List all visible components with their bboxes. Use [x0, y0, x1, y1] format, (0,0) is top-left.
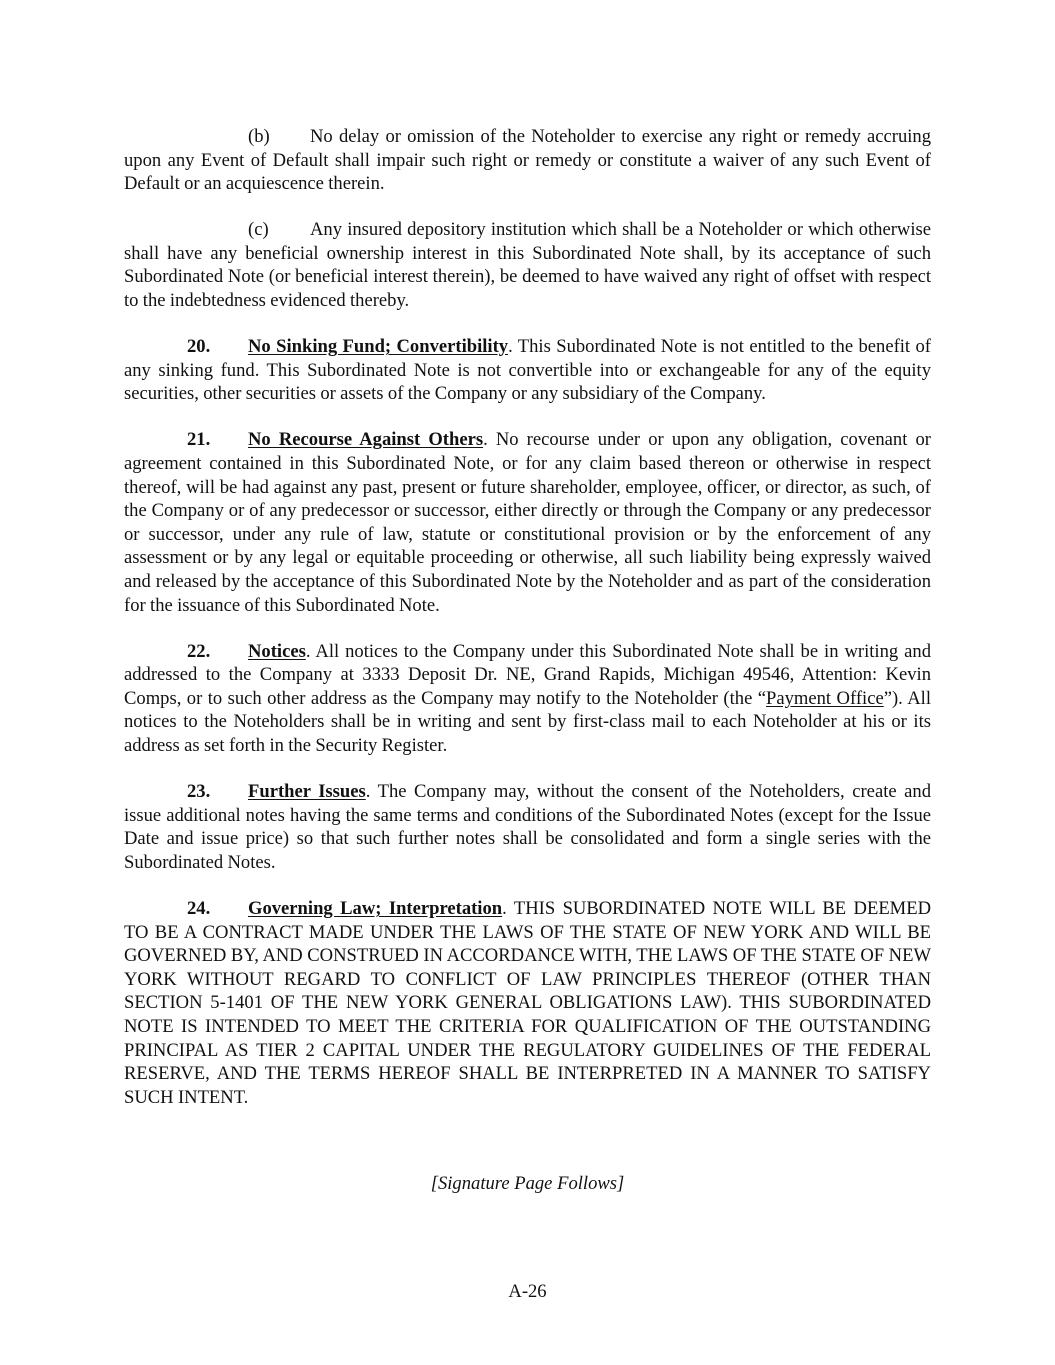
signature-page-note: [Signature Page Follows]: [430, 1173, 625, 1194]
section-text: . All notices to the Company under this Subordinated Note shall be in writing and addressed to the Company at 3333 Deposit Dr. NE, Grand Rapids, Michigan 49546, Attention: Kevin Comps, or to such other address as the Company may notify to the Noteholder (the “: [124, 640, 931, 709]
section-heading: Notices: [248, 640, 306, 662]
section-21: [124, 428, 931, 617]
section-number: 24.: [187, 898, 211, 920]
section-text: . THIS SUBORDINATED NOTE WILL BE DEEMED TO BE A CONTRACT MADE UNDER THE LAWS OF THE STATE OF NEW YORK AND WILL BE GOVERNED BY, AND CONSTRUED IN ACCORDANCE WITH, THE LAWS OF THE STATE OF NEW YORK WITHOUT REGARD TO CONFLICT OF LAW PRINCIPLES THEREOF (OTHER THAN SECTION 5-1401 OF THE NEW YORK GENERAL OBLIGATIONS LAW). THIS SUBORDINATED NOTE IS INTENDED TO MEET THE CRITERIA FOR QUALIFICATION OF THE OUTSTANDING PRINCIPAL AS TIER 2 CAPITAL UNDER THE REGULATORY GUIDELINES OF THE FEDERAL RESERVE, AND THE TERMS HEREOF SHALL BE INTERPRETED IN A MANNER TO SATISFY SUCH INTENT.: [124, 898, 931, 1108]
section-number: 23.: [187, 781, 211, 803]
paragraph-b: [124, 125, 931, 196]
section-22: [124, 640, 931, 758]
section-heading: Governing Law; Interpretation: [248, 898, 503, 920]
defined-term: Payment Office: [766, 687, 884, 709]
section-heading: Further Issues: [248, 781, 366, 803]
paragraph-marker: (c): [248, 219, 269, 241]
section-23: [124, 780, 931, 874]
paragraph-text: No delay or omission of the Noteholder to exercise any right or remedy accruing upon any Event of Default shall impair such right or remedy or constitute a waiver of any such Event of Default or an acquiescence therein.: [124, 126, 931, 195]
section-heading: No Recourse Against Others: [248, 429, 484, 451]
page-number: A-26: [508, 1281, 547, 1302]
paragraph-c: [124, 218, 931, 312]
section-number: 21.: [187, 429, 211, 451]
section-text: ”). All notices to the Noteholders shall be in writing and sent by first-class mail to each Noteholder at his or its address as set forth in the Security Register.: [124, 687, 931, 757]
section-text: . This Subordinated Note is not entitled to the benefit of any sinking fund. This Subordinated Note is not convertible into or exchangeable for any of the equity securities, other securities or assets of the Company or any subsidiary of the Company.: [124, 336, 931, 405]
section-20: [124, 335, 931, 406]
section-24: [124, 897, 931, 1109]
section-number: 20.: [187, 336, 211, 358]
paragraph-text: Any insured depository institution which shall be a Noteholder or which otherwise shall have any beneficial ownership interest in this Subordinated Note shall, by its acceptance of such Subordinated Note (or beneficial interest therein), be deemed to have waived any right of offset with respect to the indebtedness evidenced thereby.: [124, 219, 931, 312]
paragraph-marker: (b): [248, 126, 270, 147]
section-text: . The Company may, without the consent of the Noteholders, create and issue additional notes having the same terms and conditions of the Subordinated Notes (except for the Issue Date and issue price) so that such further notes shall be consolidated and form a single series with the Subordinated Notes.: [124, 781, 932, 873]
section-number: 22.: [187, 640, 211, 662]
section-heading: No Sinking Fund; Convertibility: [248, 336, 509, 358]
section-text: . No recourse under or upon any obligation, covenant or agreement contained in this Subordinated Note, or for any claim based thereon or otherwise in respect thereof, will be had against any past, present or future shareholder, employee, officer, or director, as such, of the Company or of any predecessor or successor, either directly or through the Company or any predecessor or successor, under any rule of law, statute or constitutional provision or by the enforcement of any assessment or by any legal or equitable proceeding or otherwise, all such liability being expressly waived and released by the acceptance of this Subordinated Note by the Noteholder and as part of the consideration for the issuance of this Subordinated Note.: [124, 429, 931, 616]
document-body: [124, 125, 931, 1132]
